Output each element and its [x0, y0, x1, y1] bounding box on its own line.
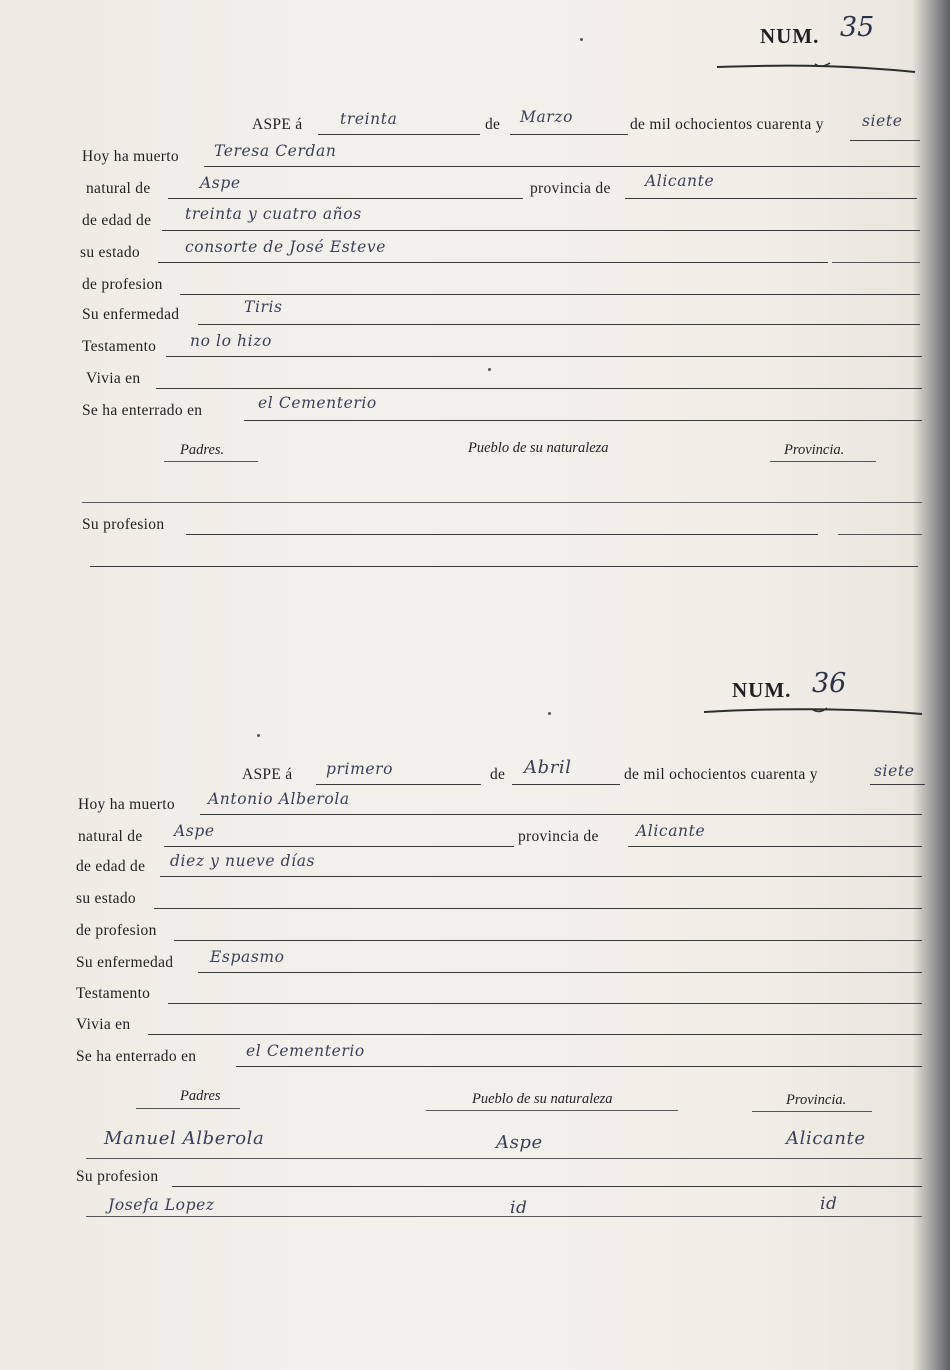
provincia-value: Alicante [645, 172, 715, 190]
edad-label: de edad de [76, 858, 146, 875]
pueblo-header: Pueblo de su naturaleza [468, 440, 609, 456]
su-profesion-line [172, 1186, 922, 1187]
edad-label: de edad de [82, 212, 152, 229]
year-text: de mil ochocientos cuarenta y [630, 116, 824, 133]
year-value: siete [862, 112, 903, 130]
enfermedad-value: Tiris [244, 298, 283, 316]
edad-line [160, 876, 922, 877]
provincia-value: Alicante [636, 822, 706, 840]
month-line [512, 784, 620, 785]
su-profesion-label: Su profesion [82, 516, 165, 533]
natural-label: natural de [78, 828, 143, 845]
day-line [318, 134, 480, 135]
enfermedad-label: Su enfermedad [82, 306, 180, 323]
edad-line [162, 230, 920, 231]
vivia-label: Vivia en [86, 370, 141, 387]
ornamental-rule [702, 704, 927, 724]
enfermedad-label: Su enfermedad [76, 954, 174, 971]
testamento-line [168, 1003, 922, 1004]
estado-line [158, 262, 828, 263]
ink-dot [257, 734, 260, 737]
died-line [204, 166, 920, 167]
ink-speck [548, 712, 551, 715]
madre-row-line [90, 566, 918, 567]
died-line [200, 814, 922, 815]
natural-line [164, 846, 514, 847]
profesion-label: de profesion [76, 922, 157, 939]
year-value: siete [874, 762, 915, 780]
estado-label: su estado [80, 244, 140, 261]
padres-header: Padres [180, 1088, 221, 1104]
natural-value: Aspe [200, 174, 241, 192]
provincia-line [625, 198, 917, 199]
entry-number-label: NUM. [760, 24, 820, 48]
testamento-label: Testamento [76, 985, 151, 1002]
estado-value: consorte de José Esteve [185, 238, 387, 256]
padre-row-line [86, 1158, 922, 1159]
entry-number-label: NUM. [732, 678, 792, 702]
madre-row-line [86, 1216, 922, 1217]
edad-value: diez y nueve días [170, 852, 316, 870]
padre-row-line [82, 502, 922, 503]
edad-value: treinta y cuatro años [185, 205, 362, 223]
testamento-line [166, 356, 922, 357]
enfermedad-value: Espasmo [210, 948, 285, 966]
su-profesion-line [186, 534, 818, 535]
profesion-label: de profesion [82, 276, 163, 293]
provincia-header-rule [752, 1111, 872, 1112]
padres-header: Padres. [180, 442, 225, 458]
died-label: Hoy ha muerto [82, 148, 179, 165]
day-value: primero [326, 760, 394, 778]
profesion-line [180, 294, 920, 295]
vivia-label: Vivia en [76, 1016, 131, 1033]
provincia-line [628, 846, 922, 847]
enterrado-value: el Cementerio [246, 1042, 365, 1060]
provincia-label: provincia de [530, 180, 611, 197]
enfermedad-line [198, 324, 920, 325]
de-label: de [490, 766, 506, 783]
ink-speck [488, 368, 491, 371]
entry-number-value: 35 [840, 12, 875, 43]
year-line [870, 784, 925, 785]
enterrado-label: Se ha enterrado en [76, 1048, 197, 1065]
died-value: Antonio Alberola [208, 790, 350, 808]
madre-name: Josefa Lopez [108, 1196, 215, 1214]
pueblo-header: Pueblo de su naturaleza [472, 1091, 613, 1107]
day-line [316, 784, 481, 785]
month-line [510, 134, 628, 135]
vivia-line [156, 388, 922, 389]
profesion-line [174, 940, 922, 941]
su-profesion-label: Su profesion [76, 1168, 159, 1185]
provincia-header: Provincia. [786, 1092, 847, 1108]
natural-label: natural de [86, 180, 151, 197]
padres-header-rule [164, 461, 258, 462]
testamento-label: Testamento [82, 338, 157, 355]
enterrado-value: el Cementerio [258, 394, 377, 412]
su-profesion-line-end [838, 534, 922, 535]
enterrado-line [236, 1066, 922, 1067]
madre-pueblo: id [510, 1198, 528, 1218]
day-value: treinta [340, 110, 398, 128]
natural-line [168, 198, 523, 199]
entry-number-value: 36 [812, 668, 847, 699]
year-text: de mil ochocientos cuarenta y [624, 766, 818, 783]
provincia-header: Provincia. [784, 442, 845, 458]
padre-name: Manuel Alberola [104, 1128, 265, 1149]
died-value: Teresa Cerdan [214, 142, 337, 160]
month-value: Abril [524, 757, 572, 778]
place-label: ASPE á [252, 116, 303, 133]
provincia-label: provincia de [518, 828, 599, 845]
enterrado-label: Se ha enterrado en [82, 402, 203, 419]
enterrado-line [244, 420, 922, 421]
ink-speck [580, 38, 583, 41]
enfermedad-line [198, 972, 922, 973]
ornamental-rule [715, 58, 925, 78]
estado-line-end [832, 262, 920, 263]
estado-line [154, 908, 922, 909]
pueblo-header-rule [426, 1110, 678, 1111]
month-value: Marzo [520, 108, 574, 126]
place-label: ASPE á [242, 766, 293, 783]
estado-label: su estado [76, 890, 136, 907]
padre-pueblo: Aspe [496, 1132, 543, 1153]
died-label: Hoy ha muerto [78, 796, 175, 813]
vivia-line [148, 1034, 922, 1035]
provincia-header-rule [770, 461, 876, 462]
natural-value: Aspe [174, 822, 215, 840]
madre-provincia: id [820, 1194, 838, 1214]
padre-provincia: Alicante [786, 1128, 866, 1149]
padres-header-rule [136, 1108, 240, 1109]
year-line [850, 140, 920, 141]
de-label: de [485, 116, 501, 133]
testamento-value: no lo hizo [190, 332, 272, 350]
